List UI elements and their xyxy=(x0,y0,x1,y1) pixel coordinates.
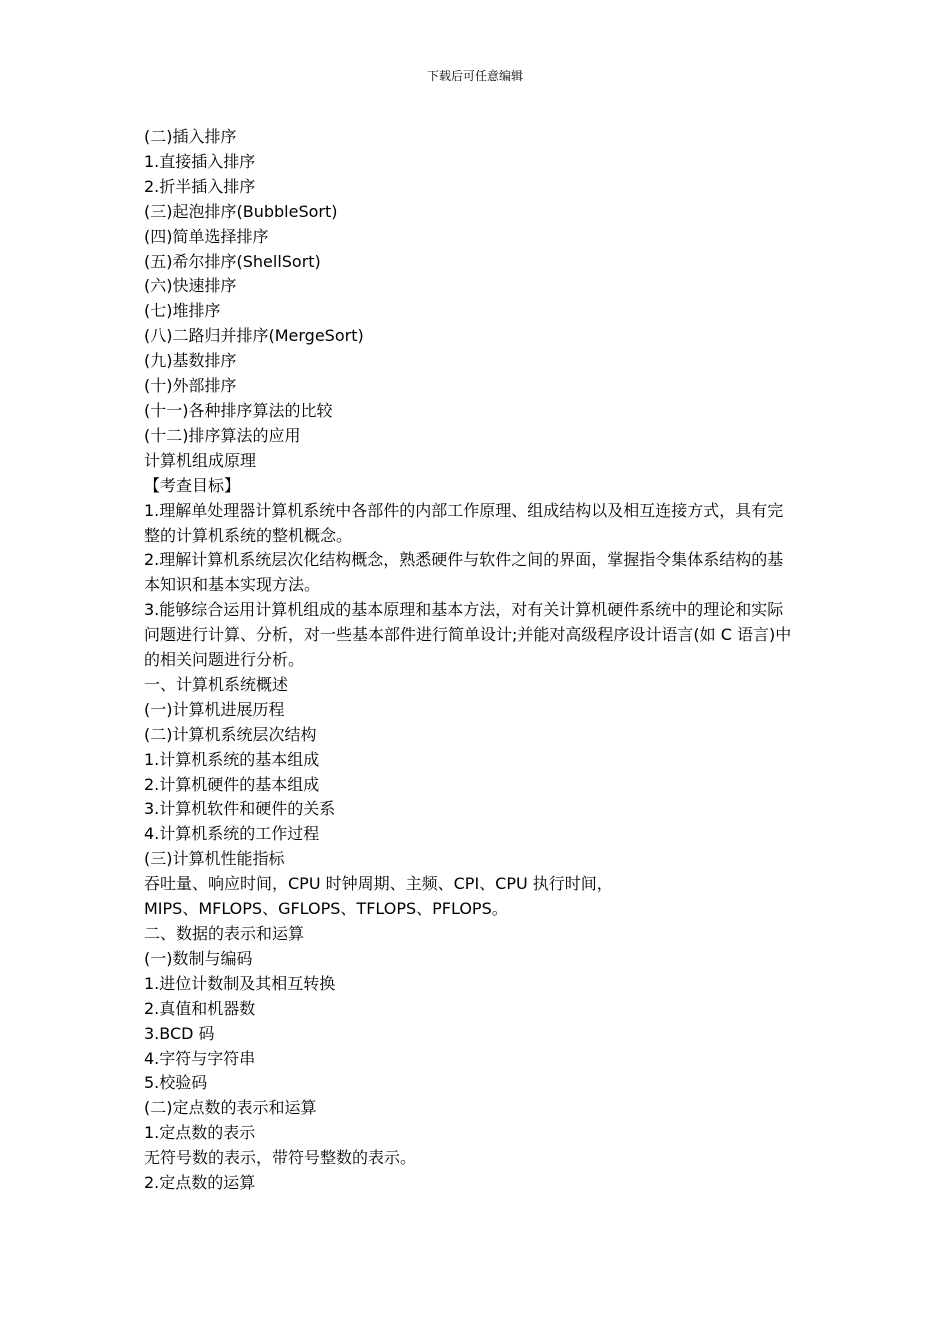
text-line: (十二)排序算法的应用 xyxy=(144,425,301,445)
text-line: (九)基数排序 xyxy=(144,351,237,371)
text-line: (二)计算机系统层次结构 xyxy=(144,724,317,744)
paragraph: 1.理解单处理器计算机系统中各部件的内部工作原理、组成结构以及相互连接方式，具有完整的计算机系统的整机概念。 xyxy=(144,500,784,545)
text-line: 2.计算机硬件的基本组成 xyxy=(144,774,320,794)
text-line: 2.定点数的运算 xyxy=(144,1173,256,1193)
text-line: MIPS、MFLOPS、GFLOPS、TFLOPS、PFLOPS。 xyxy=(144,899,508,919)
text-line: 1.定点数的表示 xyxy=(144,1123,256,1143)
section-heading: 二、数据的表示和运算 xyxy=(144,924,305,943)
text-line: 3.计算机软件和硬件的关系 xyxy=(144,799,336,819)
text-line: (三)起泡排序(BubbleSort) xyxy=(144,201,338,221)
text-line: 4.字符与字符串 xyxy=(144,1048,256,1068)
text-line: (十一)各种排序算法的比较 xyxy=(144,400,333,420)
text-line: 1.进位计数制及其相互转换 xyxy=(144,973,336,993)
text-line: (四)简单选择排序 xyxy=(144,226,269,246)
text-line: 4.计算机系统的工作过程 xyxy=(144,824,320,844)
text-line: 无符号数的表示，带符号整数的表示。 xyxy=(144,1148,417,1168)
text-line: (七)堆排序 xyxy=(144,301,221,321)
text-line: (一)数制与编码 xyxy=(144,948,253,968)
text-line: 3.BCD 码 xyxy=(144,1023,215,1043)
paragraph: 2.理解计算机系统层次化结构概念，熟悉硬件与软件之间的界面，掌握指令集体系结构的基本知识和基本实现方法。 xyxy=(144,550,784,595)
text-line: 1.计算机系统的基本组成 xyxy=(144,749,320,769)
section-heading: 一、计算机系统概述 xyxy=(144,674,289,694)
text-line: 5.校验码 xyxy=(144,1073,208,1093)
text-line: (八)二路归并排序(MergeSort) xyxy=(144,326,364,346)
section-heading: 【考查目标】 xyxy=(144,475,241,495)
text-line: (一)计算机进展历程 xyxy=(144,699,285,719)
text-line: 2.真值和机器数 xyxy=(144,998,256,1018)
text-line: 2.折半插入排序 xyxy=(144,176,256,196)
text-line: (二)定点数的表示和运算 xyxy=(144,1098,317,1118)
text-line: (三)计算机性能指标 xyxy=(144,849,285,869)
paragraph: 3.能够综合运用计算机组成的基本原理和基本方法，对有关计算机硬件系统中的理论和实际问题进行计算、分析，对一些基本部件进行简单设计;并能对高级程序设计语言(如 C 语言)中的相关问题进行分析。 xyxy=(144,600,792,670)
text-line: (五)希尔排序(ShellSort) xyxy=(144,251,321,271)
section-heading: 计算机组成原理 xyxy=(144,450,257,470)
text-line: (六)快速排序 xyxy=(144,276,237,296)
text-line: 吞吐量、响应时间，CPU 时钟周期、主频、CPI、CPU 执行时间， xyxy=(144,874,613,894)
text-line: 1.直接插入排序 xyxy=(144,151,256,171)
text-line: (十)外部排序 xyxy=(144,376,237,396)
page-header: 下载后可任意编辑 xyxy=(426,69,523,83)
text-line: (二)插入排序 xyxy=(144,127,237,146)
document-body xyxy=(144,125,798,1196)
